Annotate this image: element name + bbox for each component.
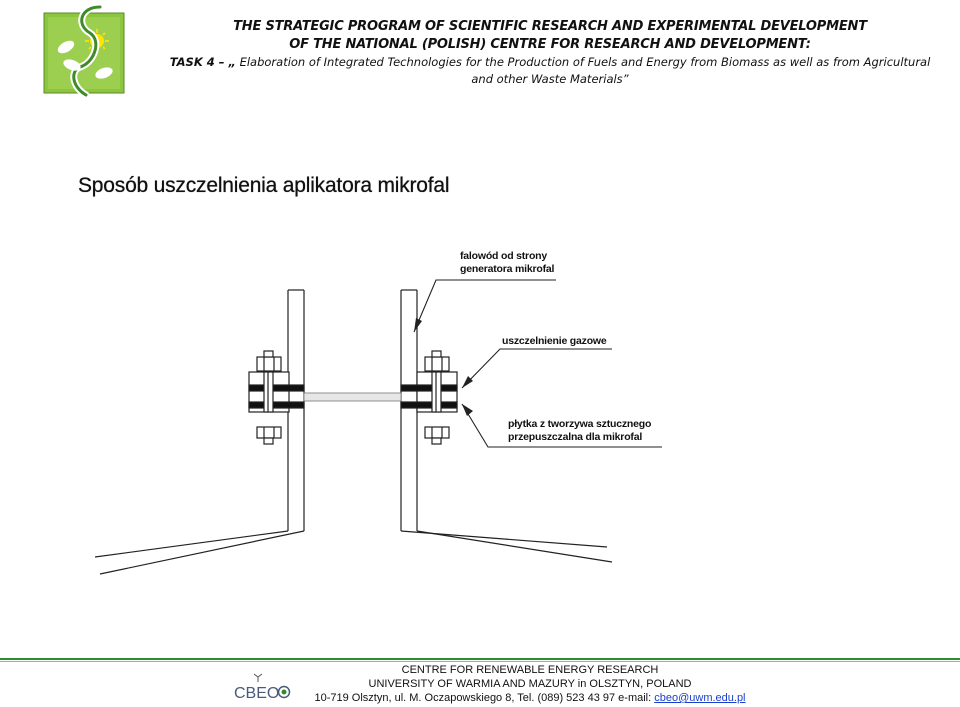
footer-divider xyxy=(0,658,960,660)
slide-title: Sposób uszczelnienia aplikatora mikrofal xyxy=(78,174,450,197)
label-gas-seal-text: uszczelnienie gazowe xyxy=(502,335,607,347)
footer-line-1: CENTRE FOR RENEWABLE ENERGY RESEARCH xyxy=(401,664,659,676)
task-text: Elaboration of Integrated Technologies for the Production of Fuels and Energy from Biomass as well as from Agricultural xyxy=(239,55,931,69)
label-waveguide-line-2: generatora mikrofal xyxy=(460,263,555,275)
footer-address xyxy=(310,663,750,705)
task-line-2: and other Waste Materials” xyxy=(471,72,629,86)
footer-line-3 xyxy=(310,691,750,705)
header-line-1: THE STRATEGIC PROGRAM OF SCIENTIFIC RESEARCH AND EXPERIMENTAL DEVELOPMENT xyxy=(233,19,867,34)
leader-waveguide xyxy=(414,280,556,332)
footer-address-text: 10-719 Olsztyn, ul. M. Oczapowskiego 8, Tel. (089) 523 43 97 e-mail: xyxy=(314,692,655,704)
right-flange xyxy=(401,351,457,444)
label-plate xyxy=(508,418,651,444)
footer-divider-light xyxy=(0,661,960,662)
label-waveguide xyxy=(460,250,554,276)
label-plate-line-1: płytka z tworzywa sztucznego xyxy=(508,418,652,430)
left-flange xyxy=(249,351,304,444)
plastic-plate xyxy=(304,393,401,401)
label-plate-line-2: przepuszczalna dla mikrofal xyxy=(508,431,643,443)
header-line-2: OF THE NATIONAL (POLISH) CENTRE FOR RESEARCH AND DEVELOPMENT: xyxy=(289,37,811,52)
label-gas-seal xyxy=(502,335,607,348)
footer-line-2: UNIVERSITY OF WARMIA AND MAZURY in OLSZTYN, POLAND xyxy=(368,678,692,690)
cbeo-logo-text: CBEO xyxy=(234,685,280,702)
task-prefix: TASK 4 – „ xyxy=(169,55,236,69)
label-waveguide-line-1: falowód od strony xyxy=(460,250,548,262)
footer-email-link[interactable]: cbeo@uwm.edu.pl xyxy=(654,692,746,704)
leader-gas-seal xyxy=(462,349,612,388)
cbeo-logo-icon xyxy=(232,668,294,704)
